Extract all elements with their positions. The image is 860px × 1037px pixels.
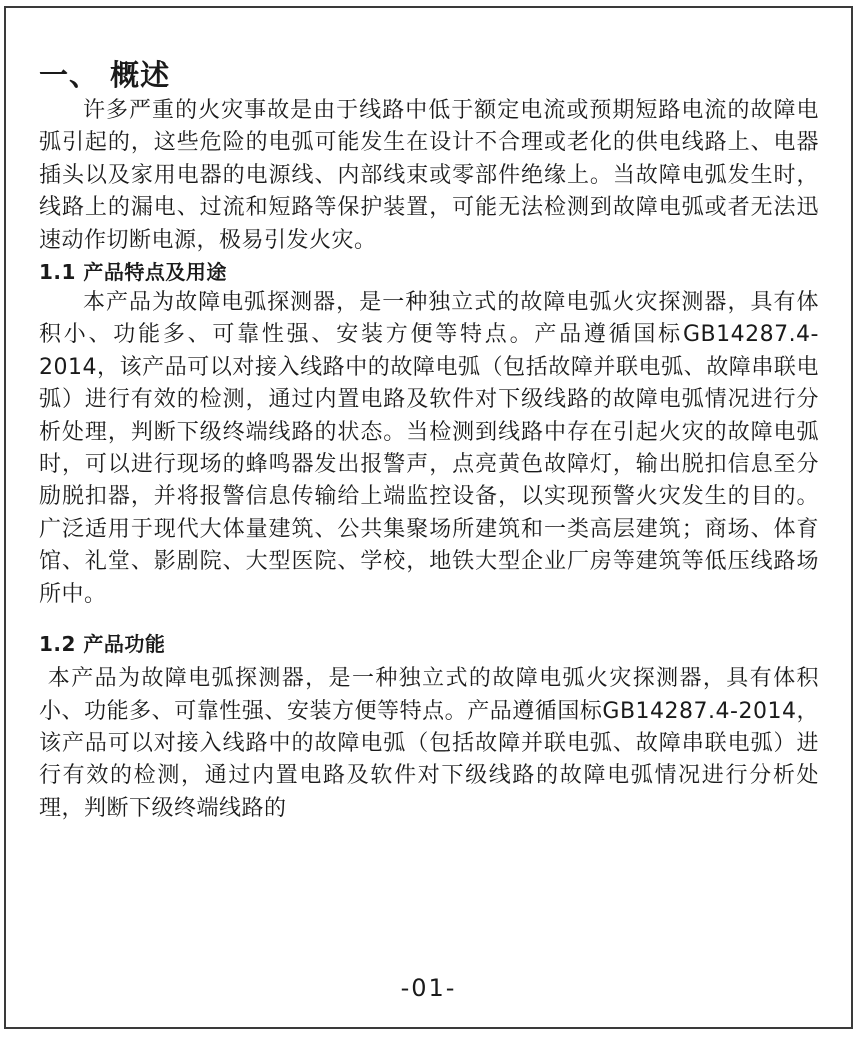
- subsection-title-1-1: 1.1 产品特点及用途: [39, 260, 227, 285]
- subsection-body-1-2: 本产品为故障电弧探测器，是一种独立式的故障电弧火灾探测器，具有体积小、功能多、可靠性强、安装方便等特点。产品遵循国标GB14287.4-2014，该产品可以对接入线路中的故障电弧（包括故障并联电弧、故障串联电弧）进行有效的检测，通过内置电路及软件对下级线路的故障电弧情况进行分析处理，判断下级终端线路的: [39, 666, 819, 821]
- subsection-title-1-2: 1.2 产品功能: [39, 632, 166, 657]
- document-page: [4, 6, 853, 1029]
- subsection-body-1-1: 本产品为故障电弧探测器，是一种独立式的故障电弧火灾探测器，具有体积小、功能多、可靠性强、安装方便等特点。产品遵循国标GB14287.4-2014，该产品可以对接入线路中的故障电弧（包括故障并联电弧、故障串联电弧）进行有效的检测，通过内置电路及软件对下级线路的故障电弧情况进行分析处理，判断下级终端线路的状态。当检测到线路中存在引起火灾的故障电弧时，可以进行现场的蜂鸣器发出报警声，点亮黄色故障灯，输出脱扣信息至分励脱扣器，并将报警信息传输给上端监控设备，以实现预警火灾发生的目的。广泛适用于现代大体量建筑、公共集聚场所建筑和一类高层建筑；商场、体育馆、礼堂、影剧院、大型医院、学校，地铁大型企业厂房等建筑等低压线路场所中。: [39, 290, 819, 607]
- page-number: -01-: [400, 974, 457, 1002]
- page-content: [39, 55, 819, 825]
- intro-paragraph: 许多严重的火灾事故是由于线路中低于额定电流或预期短路电流的故障电弧引起的，这些危险的电弧可能发生在设计不合理或老化的供电线路上、电器插头以及家用电器的电源线、内部线束或零部件绝缘上。当故障电弧发生时，线路上的漏电、过流和短路等保护装置，可能无法检测到故障电弧或者无法迅速动作切断电源，极易引发火灾。: [39, 98, 819, 253]
- section-heading: 一、 概述: [39, 58, 171, 92]
